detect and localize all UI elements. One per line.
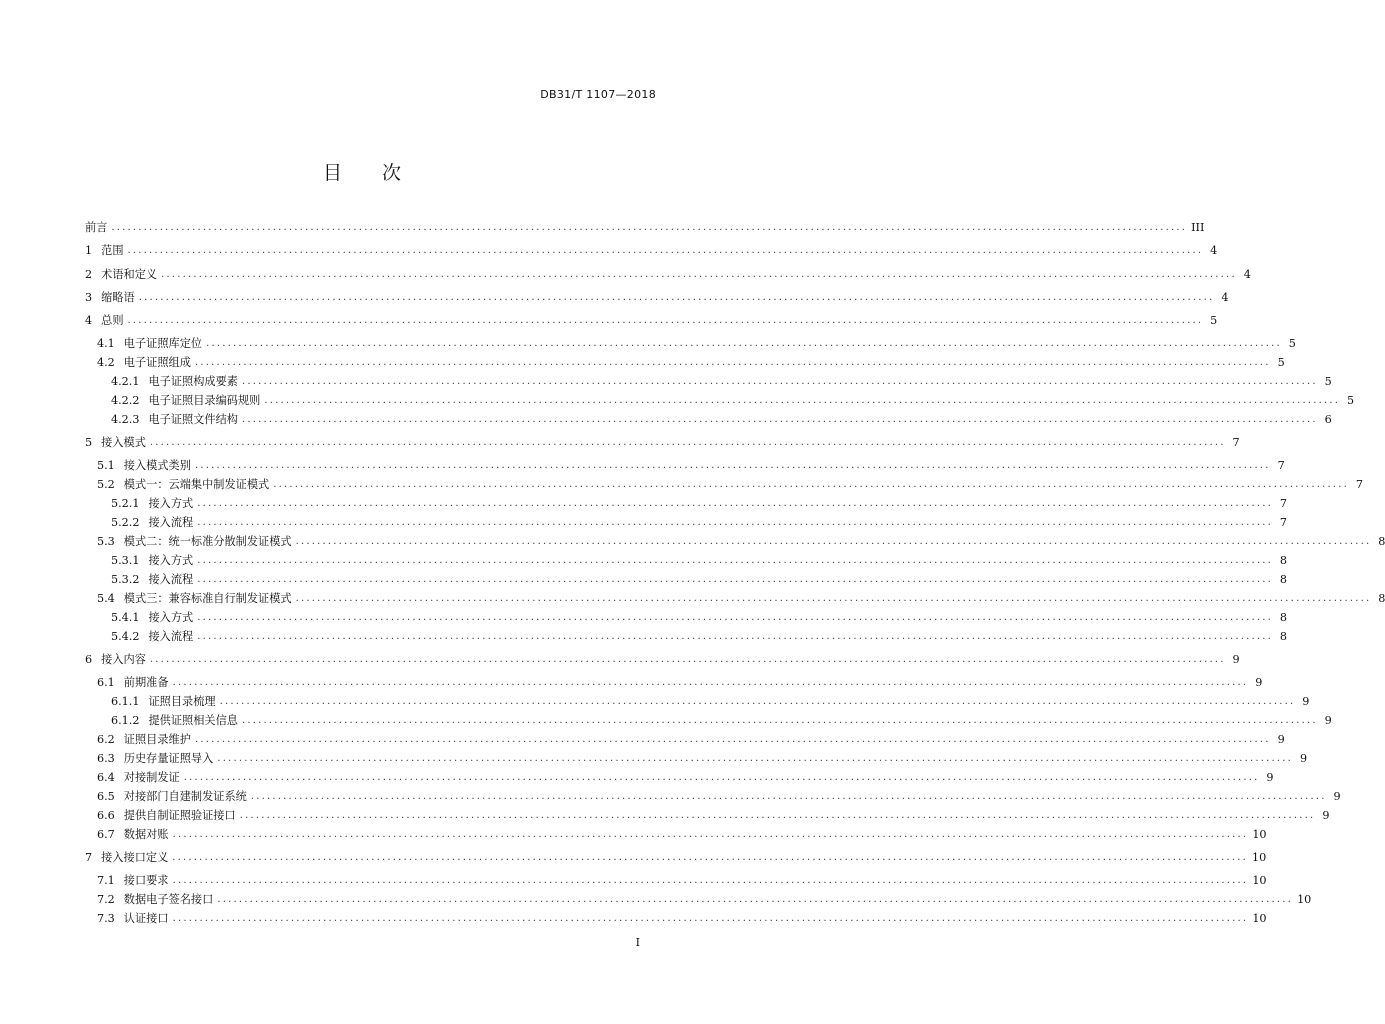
toc-leader-dots: ........................................................................................................................................................................................................ — [172, 913, 1249, 924]
toc-entry[interactable] — [97, 826, 1267, 844]
toc-entry-label: 接入流程 — [148, 573, 194, 586]
title-char-2: 次 — [382, 162, 402, 184]
toc-entry[interactable] — [85, 651, 1240, 669]
toc-entry-number: 7.2 — [97, 893, 115, 906]
toc-entry[interactable] — [111, 571, 1287, 589]
toc-entry[interactable] — [97, 457, 1285, 475]
toc-leader-dots: ........................................................................................................................................................................................................ — [197, 498, 1273, 509]
toc-leader-dots: ........................................................................................................................................................................................................ — [197, 631, 1273, 642]
toc-entry-label: 电子证照构成要素 — [148, 375, 238, 388]
toc-leader-dots: ........................................................................................................................................................................................................ — [194, 357, 1271, 368]
toc-entry[interactable] — [97, 674, 1263, 692]
toc-entry-page: 7 — [1355, 478, 1363, 491]
toc-entry[interactable] — [97, 590, 1385, 608]
toc-leader-dots: ........................................................................................................................................................................................................ — [206, 338, 1282, 349]
toc-entry[interactable] — [97, 335, 1296, 353]
toc-entry-page: 9 — [1333, 790, 1341, 803]
toc-entry[interactable] — [97, 788, 1341, 806]
toc-entry-number: 6.1.1 — [111, 695, 140, 708]
toc-entry-number: 6.7 — [97, 828, 115, 841]
toc-leader-dots: ........................................................................................................................................................................................................ — [172, 875, 1249, 886]
toc-entry-label: 认证接口 — [123, 912, 169, 925]
toc-entry-label: 范围 — [101, 244, 124, 257]
toc-entry-label: 缩略语 — [101, 291, 135, 304]
toc-entry-label: 接入流程 — [148, 516, 194, 529]
toc-entry-label: 证照目录梳理 — [148, 695, 216, 708]
toc-entry-page: 7 — [1279, 516, 1287, 529]
toc-entry-page: 8 — [1279, 554, 1287, 567]
toc-entry-page: 10 — [1297, 893, 1312, 906]
toc-entry-page: 5 — [1324, 375, 1332, 388]
toc-entry[interactable] — [97, 731, 1285, 749]
toc-entry[interactable] — [97, 910, 1267, 928]
toc-entry[interactable] — [97, 769, 1274, 787]
toc-leader-dots: ........................................................................................................................................................................................................ — [183, 772, 1260, 783]
toc-entry-page: 9 — [1322, 809, 1330, 822]
toc-entry-number: 3 — [85, 291, 93, 304]
toc-leader-dots: ........................................................................................................................................................................................................ — [127, 315, 1204, 326]
toc-leader-dots: ........................................................................................................................................................................................................ — [197, 517, 1273, 528]
toc-entry-page: 7 — [1279, 497, 1287, 510]
toc-entry-page: 9 — [1299, 752, 1308, 765]
toc-entry-label: 证照目录维护 — [123, 733, 191, 746]
toc-leader-dots: ........................................................................................................................................................................................................ — [194, 460, 1271, 471]
toc-entry-label: 接入方式 — [148, 554, 194, 567]
toc-entry-label: 数据电子签名接口 — [123, 893, 214, 906]
toc-entry[interactable] — [97, 476, 1363, 494]
toc-leader-dots: ........................................................................................................................................................................................................ — [219, 696, 1296, 707]
toc-leader-dots: ........................................................................................................................................................................................................ — [197, 612, 1273, 623]
toc-entry[interactable] — [85, 289, 1229, 307]
toc-entry-page: 5 — [1277, 356, 1285, 369]
toc-entry[interactable] — [111, 693, 1310, 711]
toc-entry-label: 电子证照组成 — [123, 356, 191, 369]
toc-entry-number: 6.6 — [97, 809, 115, 822]
toc-entry-page: 8 — [1279, 611, 1287, 624]
toc-entry-page: 8 — [1378, 592, 1385, 605]
toc-entry-label: 接入内容 — [101, 653, 146, 666]
toc-entry-label: 前期准备 — [123, 676, 169, 689]
toc-entry-number: 4.2 — [97, 356, 115, 369]
toc-entry[interactable] — [97, 872, 1267, 890]
toc-entry-number: 6 — [85, 653, 93, 666]
toc-leader-dots: ........................................................................................................................................................................................................ — [138, 292, 1215, 303]
toc-entry-label: 提供自制证照验证接口 — [123, 809, 236, 822]
toc-entry[interactable] — [111, 552, 1287, 570]
toc-entry-page: 5 — [1210, 314, 1218, 327]
toc-entry-number: 5.4 — [97, 592, 115, 605]
toc-leader-dots: ........................................................................................................................................................................................................ — [197, 555, 1273, 566]
toc-entry-number: 6.2 — [97, 733, 115, 746]
toc-leader-dots: ........................................................................................................................................................................................................ — [241, 414, 1318, 425]
toc-entry-number: 5.3.1 — [111, 554, 140, 567]
toc-entry[interactable] — [111, 628, 1287, 646]
toc-entry-page: 6 — [1324, 413, 1332, 426]
toc-leader-dots: ........................................................................................................................................................................................................ — [217, 894, 1294, 905]
toc-entry-number: 7 — [85, 851, 93, 864]
toc-entry-number: 4.2.2 — [111, 394, 140, 407]
toc-leader-dots: ........................................................................................................................................................................................................ — [250, 791, 1327, 802]
toc-entry-page: 9 — [1302, 695, 1310, 708]
toc-entry-label: 接入方式 — [148, 611, 194, 624]
toc-entry-number: 5.2 — [97, 478, 115, 491]
toc-entry[interactable] — [85, 312, 1218, 330]
toc-leader-dots: ........................................................................................................................................................................................................ — [161, 269, 1237, 280]
toc-leader-dots: ........................................................................................................................................................................................................ — [197, 574, 1273, 585]
toc-leader-dots: ........................................................................................................................................................................................................ — [273, 479, 1349, 490]
toc-entry[interactable] — [97, 750, 1308, 768]
toc-entry[interactable] — [85, 849, 1267, 867]
toc-leader-dots: ........................................................................................................................................................................................................ — [241, 376, 1318, 387]
toc-entry-page: 10 — [1252, 828, 1267, 841]
toc-entry-label: 总则 — [101, 314, 124, 327]
toc-entry[interactable] — [97, 807, 1330, 825]
toc-entry[interactable] — [111, 514, 1287, 532]
toc-entry-label: 接入模式 — [101, 436, 146, 449]
toc-entry-number: 6.4 — [97, 771, 115, 784]
toc-entry[interactable] — [111, 373, 1332, 391]
toc-entry-label: 模式一：云端集中制发证模式 — [123, 478, 270, 491]
toc-entry-label: 接入接口定义 — [101, 851, 169, 864]
toc-entry[interactable] — [111, 712, 1332, 730]
toc-entry-page: 9 — [1277, 733, 1285, 746]
toc-leader-dots: ........................................................................................................................................................................................................ — [241, 715, 1318, 726]
toc-entry-number: 5.3 — [97, 535, 115, 548]
toc-leader-dots: ........................................................................................................................................................................................................ — [217, 753, 1294, 764]
toc-entry-number: 6.3 — [97, 752, 115, 765]
toc-entry-label: 电子证照目录编码规则 — [148, 394, 261, 407]
toc-entry-number: 5 — [85, 436, 93, 449]
toc-entry-label: 模式三：兼容标准自行制发证模式 — [123, 592, 292, 605]
toc-entry-number: 4.2.1 — [111, 375, 140, 388]
toc-leader-dots: ........................................................................................................................................................................................................ — [239, 810, 1316, 821]
toc-leader-dots: ........................................................................................................................................................................................................ — [172, 829, 1249, 840]
toc-entry-label: 术语和定义 — [101, 268, 158, 281]
toc-leader-dots: ........................................................................................................................................................................................................ — [264, 395, 1341, 406]
toc-entry-page: 8 — [1279, 630, 1287, 643]
toc-entry-label: 提供证照相关信息 — [148, 714, 238, 727]
toc-entry-page: 9 — [1266, 771, 1274, 784]
toc-entry[interactable] — [85, 266, 1251, 284]
toc-entry-label: 前言 — [85, 221, 108, 234]
toc-entry[interactable] — [111, 495, 1287, 513]
toc-entry-page: 4 — [1221, 291, 1229, 304]
toc-entry-label: 数据对账 — [123, 828, 169, 841]
toc-entry-label: 历史存量证照导入 — [123, 752, 214, 765]
toc-entry-number: 6.1.2 — [111, 714, 140, 727]
toc-entry-number: 4.1 — [97, 337, 115, 350]
toc-entry-page: 8 — [1378, 535, 1385, 548]
toc-entry-number: 5.3.2 — [111, 573, 140, 586]
toc-entry-page: 7 — [1277, 459, 1285, 472]
toc-entry[interactable] — [85, 242, 1218, 260]
toc-leader-dots: ........................................................................................................................................................................................................ — [111, 222, 1188, 233]
toc-entry-number: 7.3 — [97, 912, 115, 925]
toc-entry-label: 电子证照库定位 — [123, 337, 203, 350]
toc-entry[interactable] — [97, 533, 1385, 551]
toc-entry-page: 10 — [1252, 874, 1267, 887]
toc-entry-number: 4.2.3 — [111, 413, 140, 426]
toc-entry-page: 9 — [1255, 676, 1263, 689]
toc-entry-number: 5.2.2 — [111, 516, 140, 529]
toc-entry-number: 7.1 — [97, 874, 115, 887]
toc-entry-page: 5 — [1346, 394, 1355, 407]
toc-entry-number: 2 — [85, 268, 93, 281]
toc-entry-label: 对接部门自建制发证系统 — [123, 790, 247, 803]
toc-entry-page: 5 — [1288, 337, 1296, 350]
toc-leader-dots: ........................................................................................................................................................................................................ — [149, 654, 1226, 665]
title-char-1: 目 — [322, 162, 342, 184]
toc-entry-number: 6.5 — [97, 790, 115, 803]
standard-code: DB31/T 1107—2018 — [540, 88, 656, 101]
toc-entry-page: 9 — [1232, 653, 1240, 666]
toc-entry-number: 4 — [85, 314, 93, 327]
toc-leader-dots: ........................................................................................................................................................................................................ — [172, 852, 1249, 863]
toc-entry-page: III — [1191, 221, 1205, 234]
toc-entry-page: 4 — [1210, 244, 1218, 257]
toc-entry[interactable] — [85, 219, 1205, 237]
toc-entry-number: 1 — [85, 244, 93, 257]
toc-entry-page: 4 — [1243, 268, 1251, 281]
toc-entry-label: 对接制发证 — [123, 771, 180, 784]
toc-entry-page: 8 — [1279, 573, 1287, 586]
toc-entry[interactable] — [111, 411, 1332, 429]
toc-leader-dots: ........................................................................................................................................................................................................ — [194, 734, 1271, 745]
toc-entry-label: 接口要求 — [123, 874, 169, 887]
toc-entry-page: 10 — [1252, 851, 1267, 864]
toc-entry-label: 模式二：统一标准分散制发证模式 — [123, 535, 292, 548]
toc-entry[interactable] — [85, 434, 1240, 452]
toc-entry-label: 接入流程 — [148, 630, 194, 643]
toc-entry-number: 5.4.2 — [111, 630, 140, 643]
toc-entry-page: 7 — [1232, 436, 1240, 449]
toc-entry-number: 6.1 — [97, 676, 115, 689]
toc-entry-number: 5.4.1 — [111, 611, 140, 624]
toc-entry-page: 10 — [1252, 912, 1267, 925]
toc-leader-dots: ........................................................................................................................................................................................................ — [172, 677, 1249, 688]
toc-entry-label: 电子证照文件结构 — [148, 413, 238, 426]
toc-leader-dots: ........................................................................................................................................................................................................ — [295, 536, 1372, 547]
toc-entry-number: 5.1 — [97, 459, 115, 472]
toc-entry-label: 接入模式类别 — [123, 459, 191, 472]
toc-entry-label: 接入方式 — [148, 497, 194, 510]
toc-entry[interactable] — [111, 609, 1287, 627]
page-number: I — [635, 936, 640, 949]
toc-leader-dots: ........................................................................................................................................................................................................ — [127, 245, 1204, 256]
toc-leader-dots: ........................................................................................................................................................................................................ — [149, 437, 1226, 448]
toc-entry[interactable] — [97, 891, 1312, 909]
toc-entry[interactable] — [111, 392, 1355, 410]
toc-entry-page: 9 — [1324, 714, 1332, 727]
toc-entry-number: 5.2.1 — [111, 497, 140, 510]
toc-entry[interactable] — [97, 354, 1285, 372]
page-title — [0, 158, 724, 185]
toc-leader-dots: ........................................................................................................................................................................................................ — [295, 593, 1372, 604]
